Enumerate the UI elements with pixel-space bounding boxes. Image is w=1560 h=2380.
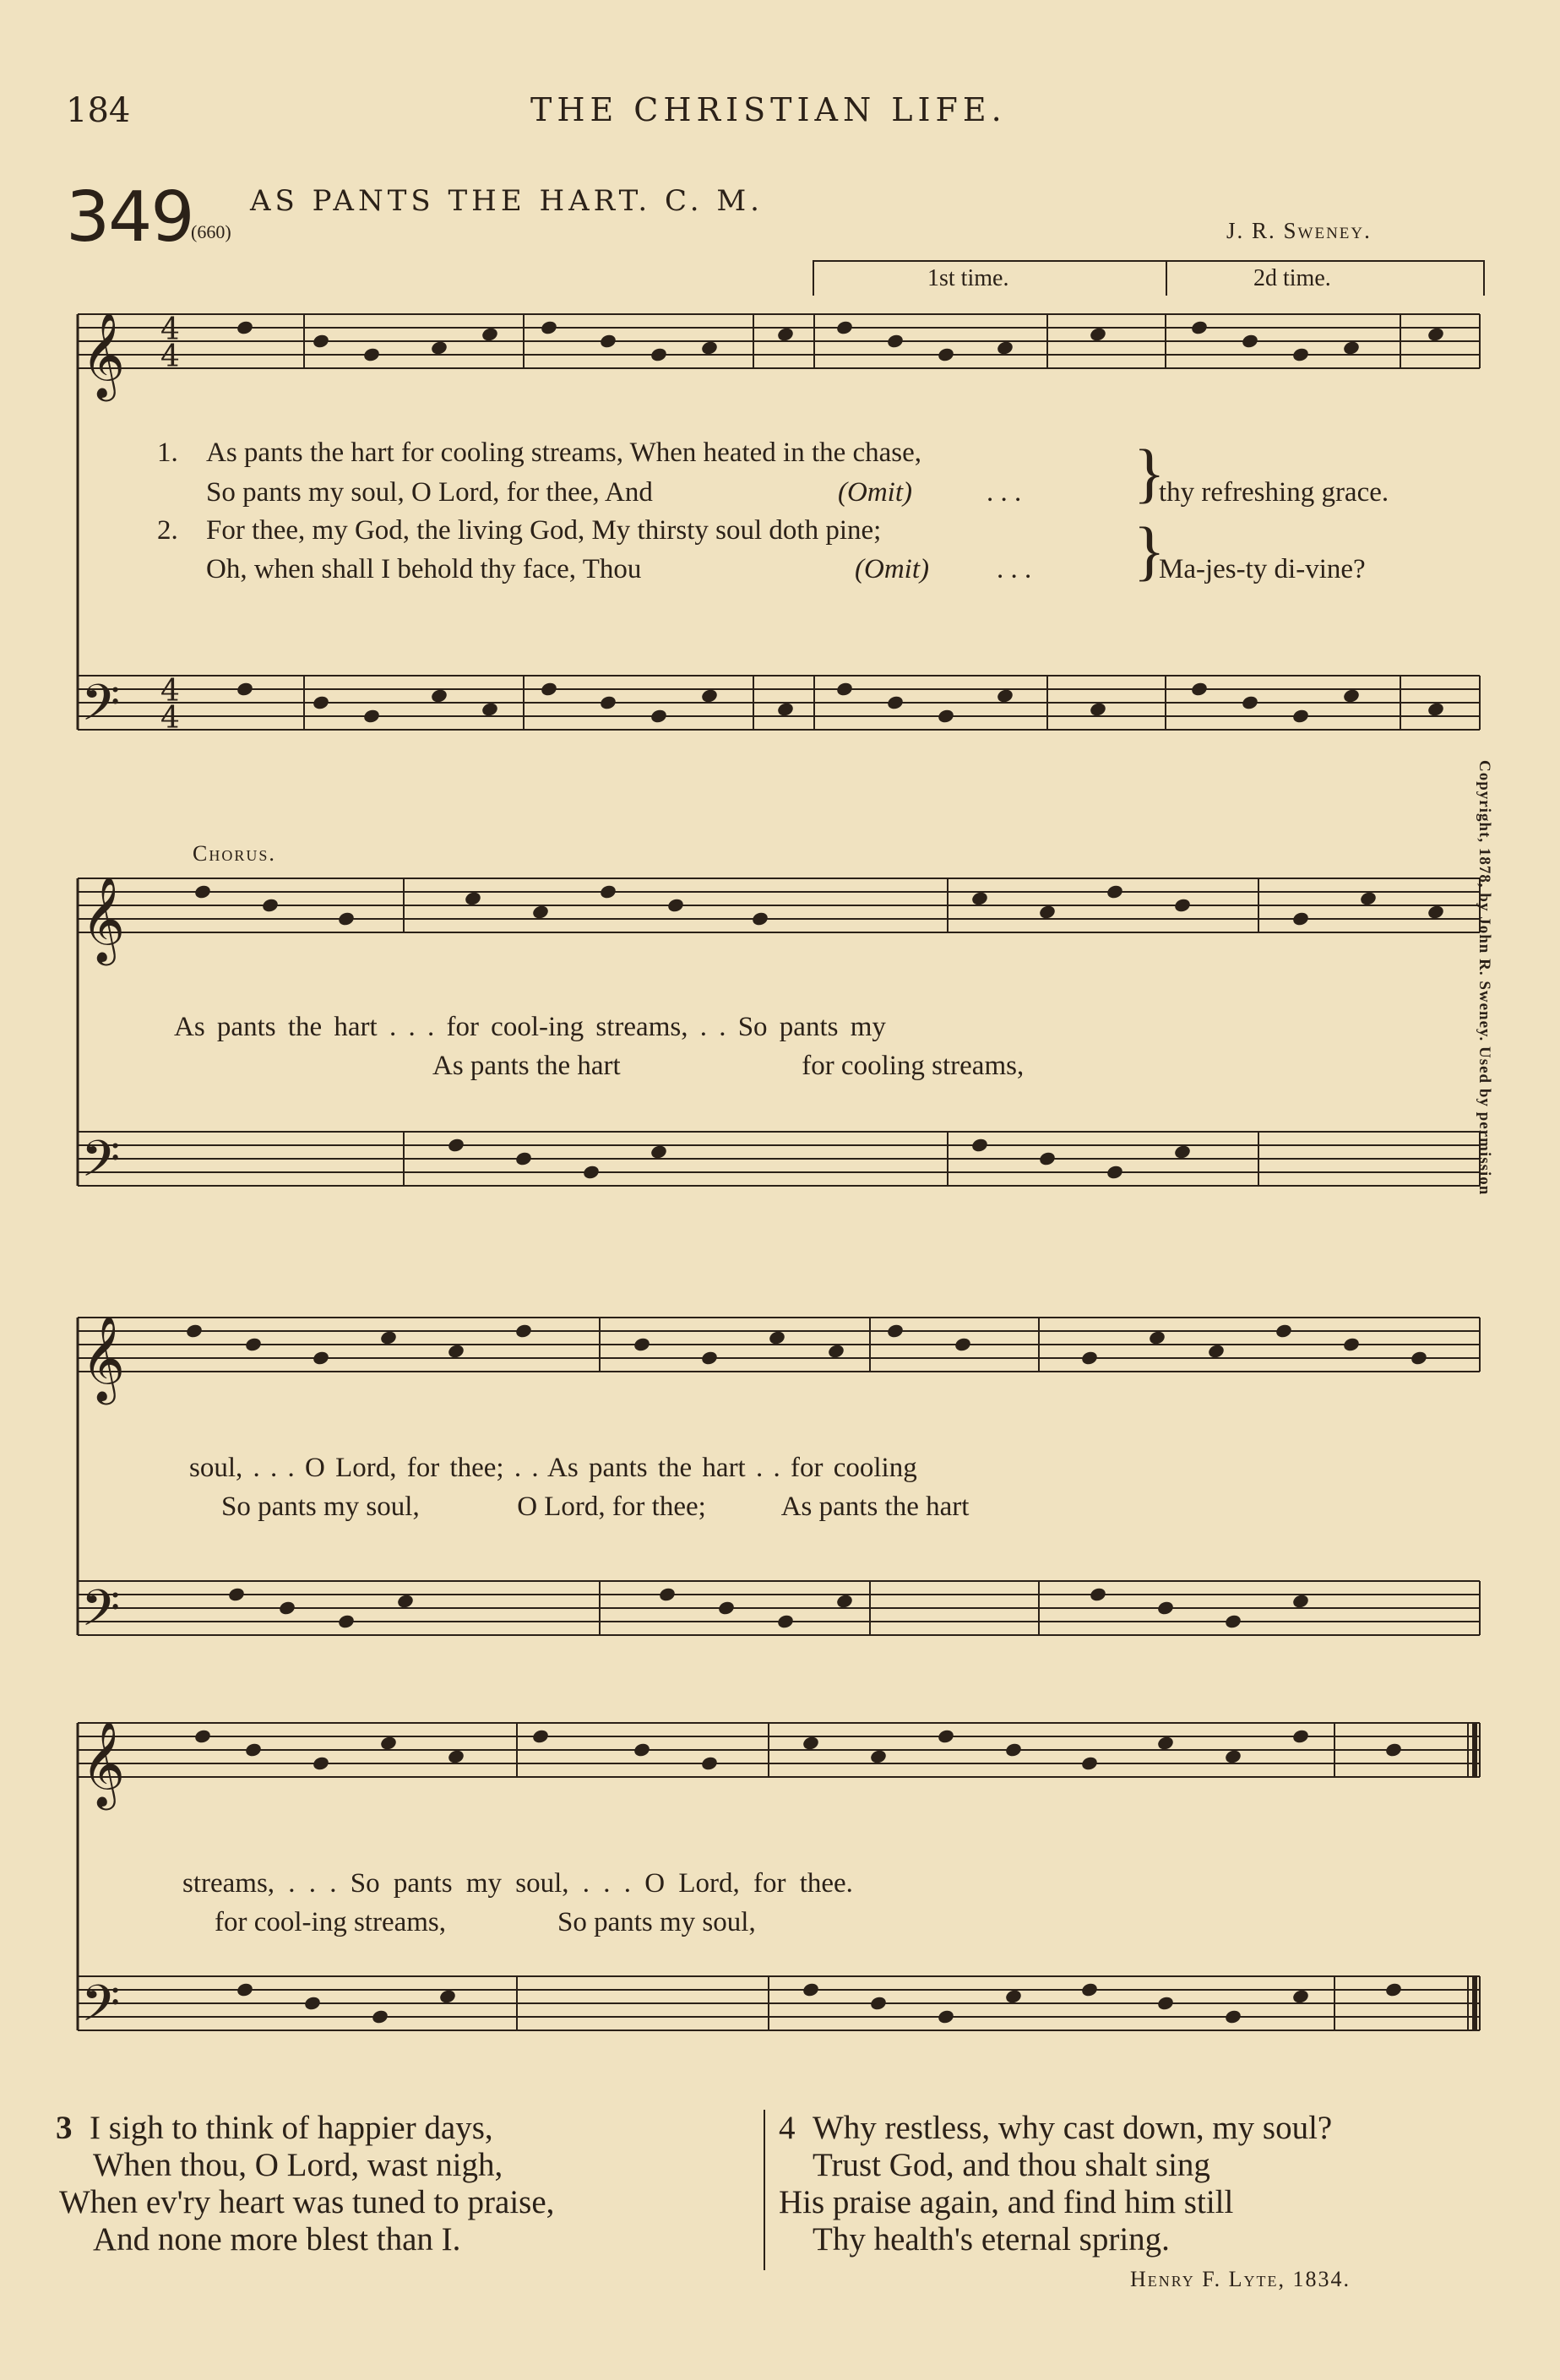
hymn-title: AS PANTS THE HART. C. M. <box>250 184 764 218</box>
system3-treble-note <box>514 1323 533 1339</box>
stanza-4-line-3: His praise again, and find him still <box>779 2184 1234 2220</box>
system3-bass-note <box>1156 1600 1175 1616</box>
section-title: THE CHRISTIAN LIFE. <box>530 91 1007 128</box>
system1-bass-note <box>835 681 854 697</box>
system4-treble-note <box>802 1735 820 1751</box>
system3-bass-clef: 𝄢 <box>81 1579 121 1649</box>
system1-bass-time-top: 4 <box>160 674 180 709</box>
system2-treble-note <box>1038 904 1057 920</box>
system1-bass-note <box>700 687 719 704</box>
system3-bass-note <box>337 1613 356 1629</box>
system4-bass-note <box>1384 1981 1403 1997</box>
system1-treble-note <box>886 333 905 349</box>
system3-treble-note <box>1275 1323 1293 1339</box>
composer-credit: J. R. Sweney. <box>1226 218 1372 243</box>
system3-treble-note <box>244 1336 263 1352</box>
verse-1-ending: thy refreshing grace. <box>1159 477 1389 508</box>
system4-treble-note <box>244 1742 263 1758</box>
system4-treble-note <box>379 1735 398 1751</box>
system4-bass-note <box>1156 1995 1175 2011</box>
chorus-label: Chorus. <box>193 841 276 866</box>
system4-bass-note <box>371 2008 389 2024</box>
system3-treble-note <box>312 1350 330 1366</box>
verse-1-omit: (Omit) <box>838 477 912 508</box>
system1-treble-note <box>430 340 448 356</box>
stanza-3-number: 3 <box>56 2110 73 2146</box>
system2-treble-note <box>1359 890 1378 906</box>
chorus-system-1-upper: As pants the hart . . . for cool-ing streams, . . So pants my <box>174 1012 886 1042</box>
system2-treble-note <box>666 897 685 913</box>
chorus-system-2-upper: soul, . . . O Lord, for thee; . . As pants the hart . . for cooling <box>189 1453 917 1483</box>
system3-treble-note <box>633 1336 651 1352</box>
verse-2-brace: } <box>1133 513 1166 587</box>
system3-bass-note <box>1291 1593 1310 1609</box>
system1-bass-note <box>362 708 381 724</box>
system4-treble-note <box>1291 1728 1310 1744</box>
verse-1-line-2: So pants my soul, O Lord, for thee, And <box>206 477 653 508</box>
system4-treble-note <box>700 1755 719 1771</box>
system2-bass-clef: 𝄢 <box>81 1129 121 1200</box>
system4-treble-note <box>869 1748 888 1764</box>
system3-treble-note <box>827 1343 845 1359</box>
system1-bass-note <box>776 701 795 717</box>
system2-bass-note <box>1173 1144 1192 1160</box>
system2-bass-note <box>1106 1164 1124 1180</box>
system3-treble-note <box>954 1336 972 1352</box>
system1-bass-note <box>1291 708 1310 724</box>
stanza-3-line-2: When thou, O Lord, wast nigh, <box>93 2147 503 2183</box>
system2-treble-clef: 𝄞 <box>81 875 126 962</box>
system2-treble-note <box>1173 897 1192 913</box>
system1-treble-note <box>540 319 558 335</box>
system1-treble-note <box>1291 346 1310 362</box>
system4-treble-note <box>1384 1742 1403 1758</box>
system3-bass-note <box>776 1613 795 1629</box>
verse-2-dots: . . . <box>997 554 1032 584</box>
system1-treble-note <box>650 346 668 362</box>
system1-bass-note <box>937 708 955 724</box>
system1-treble-time-bottom: 4 <box>160 340 180 374</box>
hymn-number: 349 <box>66 177 193 258</box>
system1-treble-note <box>937 346 955 362</box>
system2-treble-note <box>1106 883 1124 899</box>
system1-treble-note <box>312 333 330 349</box>
system4-bass-note <box>1004 1988 1023 2004</box>
system3-treble-note <box>886 1323 905 1339</box>
system4-bass-note <box>303 1995 322 2011</box>
system3-treble-note <box>768 1329 786 1345</box>
system2-treble-note <box>1427 904 1445 920</box>
page-number: 184 <box>66 91 131 130</box>
system1-treble-note <box>1190 319 1209 335</box>
system4-treble-note <box>1004 1742 1023 1758</box>
system2-bass-note <box>1038 1150 1057 1166</box>
system1-bass-time-bottom: 4 <box>160 701 180 736</box>
system3-treble-note <box>1148 1329 1166 1345</box>
system3-treble-note <box>447 1343 465 1359</box>
system1-bass-note <box>481 701 499 717</box>
system4-bass-clef: 𝄢 <box>81 1974 121 2045</box>
stanza-3-line-4: And none more blest than I. <box>93 2221 461 2258</box>
system3-treble-note <box>1080 1350 1099 1366</box>
system3-treble-note <box>700 1350 719 1366</box>
stanza-3-line-3: When ev'ry heart was tuned to praise, <box>59 2184 555 2220</box>
hymn-alt-number: (660) <box>191 221 231 242</box>
verse-2-label: 2. <box>157 515 178 546</box>
system4-treble-note <box>312 1755 330 1771</box>
system4-bass-note <box>1224 2008 1242 2024</box>
system1-treble-time-top: 4 <box>160 312 180 347</box>
system2-treble-note <box>193 883 212 899</box>
system2-treble-note <box>599 883 617 899</box>
system1-bass-clef: 𝄢 <box>81 673 121 744</box>
verse-1-dots: . . . <box>987 477 1022 508</box>
verse-2-omit: (Omit) <box>855 554 929 584</box>
system1-bass-note <box>430 687 448 704</box>
system1-bass-note <box>1089 701 1107 717</box>
system2-treble-note <box>337 910 356 926</box>
system3-treble-note <box>1410 1350 1428 1366</box>
system4-treble-note <box>193 1728 212 1744</box>
system1-treble-note <box>1089 326 1107 342</box>
system1-treble-note <box>835 319 854 335</box>
system1-bass-note <box>1190 681 1209 697</box>
system2-treble-note <box>464 890 482 906</box>
system1-treble-note <box>481 326 499 342</box>
system1-treble-note <box>700 340 719 356</box>
system1-treble-note <box>1342 340 1361 356</box>
stanza-divider <box>764 2110 765 2270</box>
system1-bass-note <box>312 694 330 710</box>
system2-treble-note <box>531 904 550 920</box>
verse-1-label: 1. <box>157 437 178 468</box>
author-credit: Henry F. Lyte, 1834. <box>1130 2267 1351 2291</box>
system1-treble-note <box>996 340 1014 356</box>
system1-bass-note <box>236 681 254 697</box>
system4-treble-note <box>447 1748 465 1764</box>
system4-treble-note <box>1080 1755 1099 1771</box>
system4-bass-note <box>869 1995 888 2011</box>
system4-bass-note <box>802 1981 820 1997</box>
system2-bass-note <box>514 1150 533 1166</box>
system3-treble-note <box>185 1323 204 1339</box>
chorus-system-3-upper: streams, . . . So pants my soul, . . . O Lord, for thee. <box>182 1868 853 1899</box>
system3-treble-clef: 𝄞 <box>81 1314 126 1401</box>
system4-treble-note <box>633 1742 651 1758</box>
system1-bass-note <box>1427 701 1445 717</box>
system1-treble-note <box>236 319 254 335</box>
system2-bass-note <box>447 1137 465 1153</box>
verse-2-line-2: Oh, when shall I behold thy face, Thou <box>206 554 642 584</box>
copyright-notice: Copyright, 1878, by John R. Sweney. Used by permission <box>1476 760 1493 1196</box>
stanza-4-line-4: Thy health's eternal spring. <box>813 2221 1170 2258</box>
system3-bass-note <box>717 1600 736 1616</box>
system3-bass-note <box>1089 1586 1107 1602</box>
system3-bass-note <box>1224 1613 1242 1629</box>
verse-1-line-1: As pants the hart for cooling streams, When heated in the chase, <box>206 437 922 468</box>
stanza-4-number: 4 <box>779 2110 796 2146</box>
system1-bass-note <box>1241 694 1259 710</box>
chorus-system-1-lower: As pants the hart for cooling streams, <box>432 1051 1025 1081</box>
system1-treble-clef: 𝄞 <box>81 311 126 398</box>
system2-treble-note <box>751 910 769 926</box>
system2-bass-note <box>970 1137 989 1153</box>
system3-bass-note <box>396 1593 415 1609</box>
stanza-3-line-1: I sigh to think of happier days, <box>90 2110 493 2146</box>
stanza-4-line-2: Trust God, and thou shalt sing <box>813 2147 1210 2183</box>
system4-bass-note <box>937 2008 955 2024</box>
system1-treble-note <box>599 333 617 349</box>
chorus-system-3-lower: for cool-ing streams, So pants my soul, <box>215 1907 756 1937</box>
system1-bass-note <box>1342 687 1361 704</box>
system4-treble-clef: 𝄞 <box>81 1720 126 1807</box>
system3-treble-note <box>1342 1336 1361 1352</box>
system4-treble-note <box>937 1728 955 1744</box>
system4-bass-note <box>438 1988 457 2004</box>
system4-treble-note <box>1156 1735 1175 1751</box>
system1-bass-note <box>650 708 668 724</box>
system1-treble-note <box>362 346 381 362</box>
system1-treble-note <box>776 326 795 342</box>
system3-treble-note <box>379 1329 398 1345</box>
verse-2-ending: Ma-jes-ty di-vine? <box>1159 554 1366 584</box>
stanza-4-line-1: Why restless, why cast down, my soul? <box>813 2110 1333 2146</box>
verse-2-line-1: For thee, my God, the living God, My thirsty soul doth pine; <box>206 515 882 546</box>
system2-bass-note <box>582 1164 601 1180</box>
verse-1-brace: } <box>1133 436 1166 509</box>
system1-bass-note <box>540 681 558 697</box>
system3-bass-note <box>835 1593 854 1609</box>
system4-bass-note <box>236 1981 254 1997</box>
system3-bass-note <box>227 1586 246 1602</box>
system2-treble-note <box>1291 910 1310 926</box>
system1-bass-note <box>996 687 1014 704</box>
system4-treble-note <box>531 1728 550 1744</box>
system3-bass-note <box>278 1600 296 1616</box>
system1-bass-note <box>599 694 617 710</box>
chorus-system-2-lower: So pants my soul, O Lord, for thee; As pants the hart <box>221 1492 970 1522</box>
system1-treble-note <box>1241 333 1259 349</box>
system4-bass-note <box>1291 1988 1310 2004</box>
second-ending-label: 2d time. <box>1253 265 1331 291</box>
first-ending-label: 1st time. <box>927 265 1009 291</box>
system4-treble-note <box>1224 1748 1242 1764</box>
system3-bass-note <box>658 1586 677 1602</box>
system3-treble-note <box>1207 1343 1226 1359</box>
system2-treble-note <box>970 890 989 906</box>
system1-treble-note <box>1427 326 1445 342</box>
system1-bass-note <box>886 694 905 710</box>
system2-bass-note <box>650 1144 668 1160</box>
system2-treble-note <box>261 897 280 913</box>
system4-bass-note <box>1080 1981 1099 1997</box>
